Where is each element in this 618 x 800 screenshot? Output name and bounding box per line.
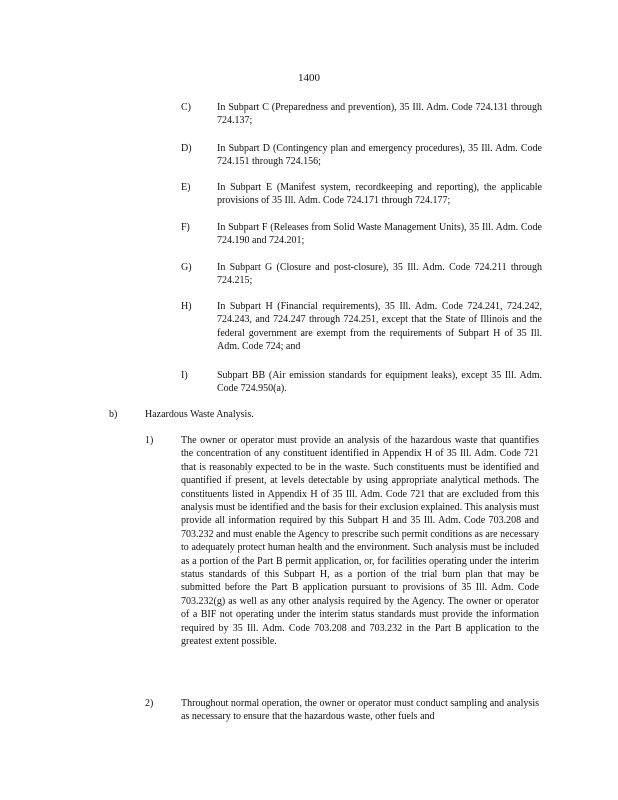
section-heading: Hazardous Waste Analysis. <box>145 409 254 420</box>
paragraph-label: 2) <box>145 698 154 709</box>
item-label: E) <box>181 182 191 193</box>
item-text: In Subpart D (Contingency plan and emergency procedures), 35 Ill. Adm. Code 724.151 through 724.156; <box>217 143 542 168</box>
item-text: Subpart BB (Air emission standards for equipment leaks), except 35 Ill. Adm. Code 724.950(a). <box>217 370 542 395</box>
item-label: C) <box>181 102 191 113</box>
item-label: H) <box>181 301 192 312</box>
item-text: In Subpart H (Financial requirements), 35 Ill. Adm. Code 724.241, 724.242, 724.243, and 724.247 through 724.251, except that the State of Illinois and the federal government are exempt from the requirements of Subpart H of 35 Ill. Adm. Code 724; and <box>217 301 542 353</box>
item-text: In Subpart F (Releases from Solid Waste Management Units), 35 Ill. Adm. Code 724.190 and 724.201; <box>217 222 542 247</box>
item-text: In Subpart G (Closure and post-closure), 35 Ill. Adm. Code 724.211 through 724.215; <box>217 262 542 287</box>
paragraph-text: Throughout normal operation, the owner or operator must conduct sampling and analysis as necessary to ensure that the hazardous waste, other fuels and <box>181 698 539 723</box>
paragraph-label: 1) <box>145 435 154 446</box>
item-label: I) <box>181 370 188 381</box>
item-text: In Subpart C (Preparedness and prevention), 35 Ill. Adm. Code 724.131 through 724.137; <box>217 102 542 127</box>
item-label: G) <box>181 262 192 273</box>
item-label: F) <box>181 222 190 233</box>
item-label: D) <box>181 143 192 154</box>
paragraph-text: The owner or operator must provide an analysis of the hazardous waste that quantifies the concentration of any constituent identified in Appendix H of 35 Ill. Adm. Code 721 that is reasonably expected to be in the waste. Such constituents must be identified and quantified if present, at levels detectable by using appropriate analytical methods. The constituents listed in Appendix H of 35 Ill. Adm. Code 721 that are excluded from this analysis must be identified and the basis for their exclusion explained. This analysis must provide all information required by this Subpart H and 35 Ill. Adm. Code 703.208 and 703.232 and must enable the Agency to prescribe such permit conditions as are necessary to adequately protect human health and the environment. Such analysis must be included as a portion of the Part B permit application, or, for facilities operating under the interim status standards of this Subpart H, as a portion of the trial burn plan that may be submitted before the Part B application pursuant to provisions of 35 Ill. Adm. Code 703.232(g) as well as any other analysis required by the Agency. The owner or operator of a BIF not operating under the interim status standards must provide the information required by 35 Ill. Adm. Code 703.208 and 703.232 in the Part B application to the greatest extent possible. <box>181 435 539 648</box>
page-number: 1400 <box>298 72 320 84</box>
item-text: In Subpart E (Manifest system, recordkeeping and reporting), the applicable provisions of 35 Ill. Adm. Code 724.171 through 724.177; <box>217 182 542 207</box>
section-label: b) <box>109 409 118 420</box>
